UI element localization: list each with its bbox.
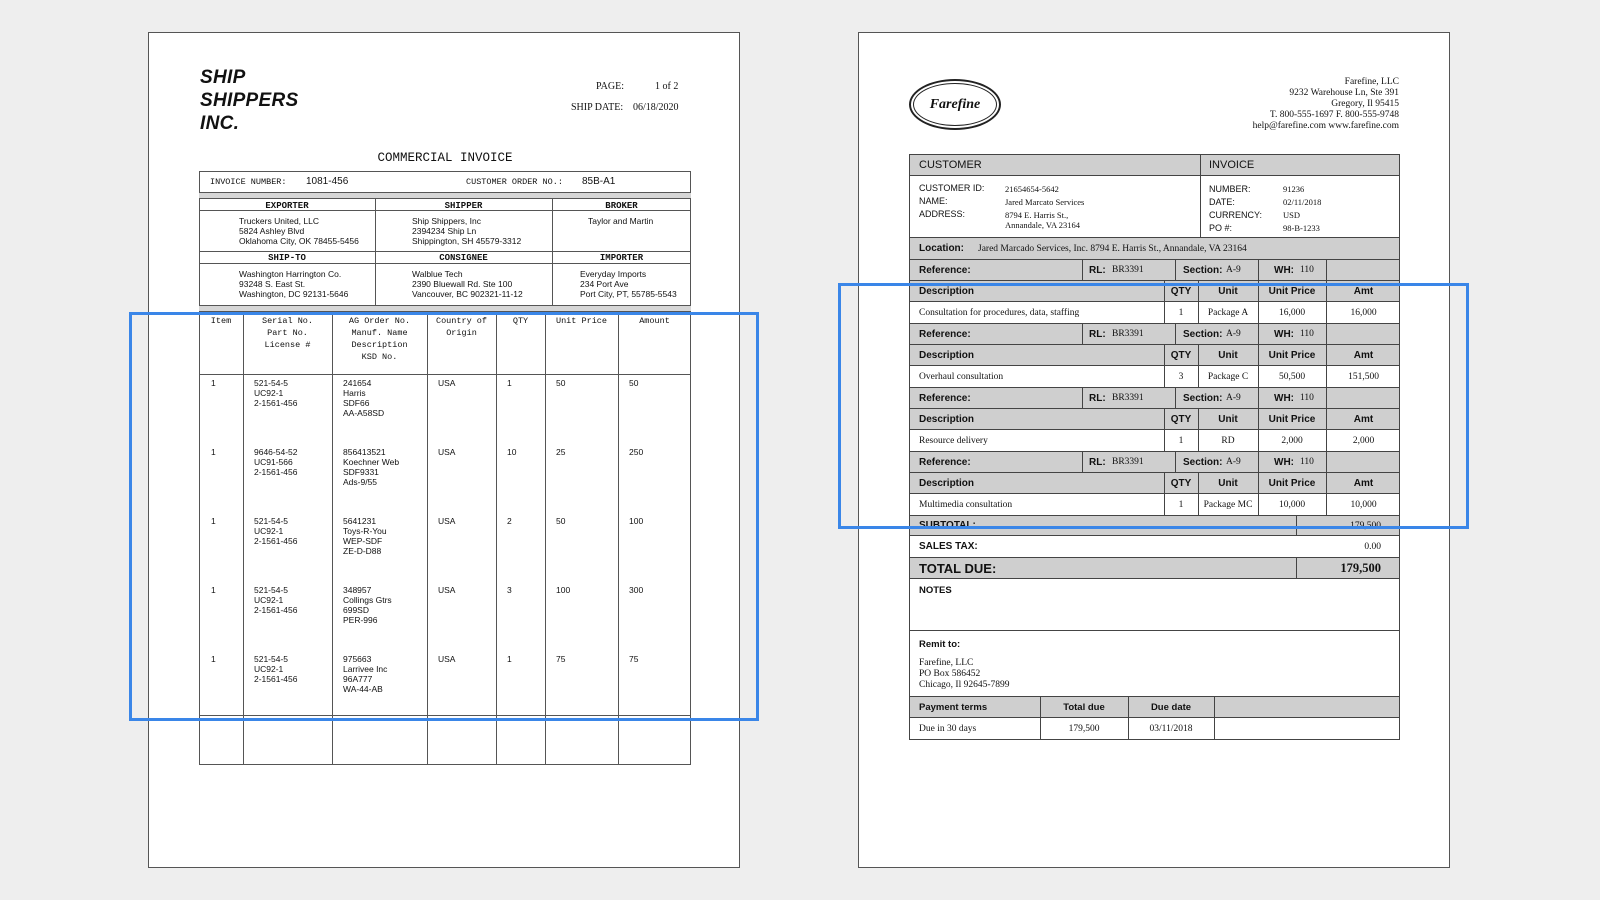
currency-value: USD — [1283, 210, 1301, 220]
cell-country: USA — [438, 585, 456, 595]
cell-order: 856413521 Koechner Web SDF9331 Ads-9/55 — [343, 447, 400, 487]
customer-heading: CUSTOMER — [919, 159, 982, 171]
description-header: Description — [919, 349, 975, 361]
cell-qty: 3 — [507, 585, 512, 595]
cell-order: 241654 Harris SDF66 AA-A58SD — [343, 378, 385, 418]
name-value: Jared Marcato Services — [1005, 197, 1085, 207]
subtotal-label: SUBTOTAL: — [919, 520, 976, 531]
cell-qty: 1 — [507, 378, 512, 388]
line-description: Resource delivery — [919, 435, 988, 446]
line-item-row — [909, 302, 1400, 324]
notes-box — [909, 579, 1400, 631]
section-label: Section: — [1183, 456, 1223, 468]
ship-to-heading: SHIP-TO — [268, 253, 306, 263]
invoice-number-value: 91236 — [1283, 184, 1305, 194]
cell-item: 1 — [211, 378, 216, 388]
reference-row — [909, 452, 1400, 473]
customer-id-label: CUSTOMER ID: — [919, 183, 985, 193]
line-item-row — [909, 430, 1400, 452]
logo-line-2: SHIPPERS — [200, 90, 299, 111]
rl-label: RL: — [1089, 456, 1106, 468]
cell-serial: 521-54-5 UC92-1 2-1561-456 — [254, 378, 298, 408]
company-name: Farefine, LLC — [1344, 77, 1399, 87]
invoice-number-value: 1081-456 — [306, 176, 349, 187]
unit-header: Unit — [1218, 285, 1238, 297]
company-contact: help@farefine.com www.farefine.com — [1252, 121, 1399, 131]
cell-unit-price: 100 — [556, 585, 571, 595]
farefine-logo — [909, 79, 1001, 130]
invoice-date-value: 02/11/2018 — [1283, 197, 1322, 207]
total-due-value: 179,500 — [1340, 560, 1381, 575]
cell-item: 1 — [211, 447, 216, 457]
company-street: 9232 Warehouse Ln, Ste 391 — [1289, 88, 1399, 98]
location-label: Location: — [919, 243, 964, 254]
unit-price-header: Unit Price — [1268, 349, 1316, 361]
reference-row — [909, 324, 1400, 345]
line-unit-price: 16,000 — [1278, 307, 1306, 318]
cell-country: USA — [438, 447, 456, 457]
wh-value: 110 — [1300, 329, 1314, 339]
amt-header: Amt — [1353, 349, 1374, 361]
col-header-item: Item — [210, 316, 232, 326]
line-qty: 3 — [1178, 371, 1184, 382]
company-phone: T. 800-555-1697 F. 800-555-9748 — [1269, 110, 1399, 120]
currency-label: CURRENCY: — [1209, 210, 1263, 220]
reference-label: Reference: — [919, 456, 971, 468]
cell-order: 5641231 Toys-R-You WEP-SDF ZE-D-D88 — [343, 516, 387, 556]
invoice-number-label: INVOICE NUMBER: — [210, 177, 287, 187]
due-date-header: Due date — [1150, 701, 1192, 713]
line-amt: 2,000 — [1352, 435, 1375, 446]
ship-to-address: Washington Harrington Co. 93248 S. East St. Washington, DC 92131-5646 — [239, 269, 349, 299]
cell-unit-price: 25 — [556, 447, 566, 457]
cell-qty: 10 — [507, 447, 517, 457]
cell-serial: 521-54-5 UC92-1 2-1561-456 — [254, 516, 298, 546]
qty-header: QTY — [1170, 349, 1192, 361]
cell-country: USA — [438, 378, 456, 388]
qty-header: QTY — [1170, 285, 1192, 297]
wh-label: WH: — [1274, 456, 1294, 468]
sales-tax-row — [909, 536, 1400, 558]
unit-price-header: Unit Price — [1268, 477, 1316, 489]
payment-values-row — [909, 718, 1400, 740]
rl-value: BR3391 — [1112, 329, 1144, 339]
payment-terms-value: Due in 30 days — [919, 723, 977, 734]
amt-header: Amt — [1353, 413, 1374, 425]
line-header-row — [909, 281, 1400, 302]
cell-order: 348957 Collings Gtrs 699SD PER-996 — [343, 585, 392, 625]
notes-label: NOTES — [919, 585, 952, 596]
customer-invoice-header — [909, 154, 1400, 176]
exporter-address: Truckers United, LLC 5824 Ashley Blvd Oklahoma City, OK 78455-5456 — [239, 216, 359, 246]
remit-line-1: Farefine, LLC — [919, 658, 974, 668]
unit-price-header: Unit Price — [1268, 285, 1316, 297]
line-unit-price: 50,500 — [1278, 371, 1306, 382]
wh-label: WH: — [1274, 264, 1294, 276]
unit-header: Unit — [1218, 413, 1238, 425]
cell-item: 1 — [211, 516, 216, 526]
rl-value: BR3391 — [1112, 457, 1144, 467]
customer-order-value: 85B-A1 — [582, 176, 616, 187]
total-due-row — [909, 558, 1400, 579]
invoice-title: COMMERCIAL INVOICE — [377, 151, 513, 165]
cell-qty: 1 — [507, 654, 512, 664]
col-header-amount: Amount — [639, 316, 670, 326]
ship-date-label: SHIP DATE: — [571, 102, 624, 113]
cell-unit-price: 75 — [556, 654, 566, 664]
broker-heading: BROKER — [605, 201, 638, 211]
customer-invoice-details — [909, 176, 1400, 238]
cell-amount: 250 — [629, 447, 644, 457]
remit-address — [919, 658, 1010, 691]
broker-name: Taylor and Martin — [588, 216, 654, 226]
wh-value: 110 — [1300, 457, 1314, 467]
total-due-label: TOTAL DUE: — [919, 560, 997, 576]
line-unit: RD — [1221, 435, 1235, 446]
rl-label: RL: — [1089, 264, 1106, 276]
line-description: Consultation for procedures, data, staffing — [919, 307, 1080, 318]
consignee-heading: CONSIGNEE — [439, 253, 488, 263]
rl-value: BR3391 — [1112, 393, 1144, 403]
invoice-number-bar — [199, 171, 691, 193]
ship-date-value: 06/18/2020 — [633, 102, 679, 113]
section-label: Section: — [1183, 264, 1223, 276]
exporter-heading: EXPORTER — [265, 201, 309, 211]
line-unit: Package A — [1207, 307, 1249, 318]
qty-header: QTY — [1170, 413, 1192, 425]
cell-qty: 2 — [507, 516, 512, 526]
wh-label: WH: — [1274, 392, 1294, 404]
section-label: Section: — [1183, 392, 1223, 404]
invoice-page-commercial — [148, 32, 740, 868]
cell-amount: 100 — [629, 516, 644, 526]
remit-line-3: Chicago, Il 92645-7899 — [919, 680, 1010, 690]
amt-header: Amt — [1353, 477, 1374, 489]
importer-address: Everyday Imports 234 Port Ave Port City, PT, 55785-5543 — [580, 269, 677, 299]
line-unit-price: 2,000 — [1281, 435, 1303, 446]
line-qty: 1 — [1178, 499, 1184, 510]
line-unit: Package C — [1207, 371, 1249, 382]
line-item-row — [909, 494, 1400, 516]
location-row — [909, 238, 1400, 260]
invoice-page-farefine — [858, 32, 1450, 868]
qty-header: QTY — [1170, 477, 1192, 489]
cell-order: 975663 Larrivee Inc 96A777 WA-44-AB — [343, 654, 388, 694]
payment-terms-header: Payment terms — [919, 701, 988, 713]
sales-tax-value: 0.00 — [1364, 541, 1381, 552]
address-value: 8794 E. Harris St., Annandale, VA 23164 — [1005, 210, 1081, 230]
address-label: ADDRESS: — [919, 209, 966, 219]
line-description: Overhaul consultation — [919, 371, 1004, 382]
cell-serial: 521-54-5 UC92-1 2-1561-456 — [254, 585, 298, 615]
line-amt: 10,000 — [1350, 499, 1377, 510]
line-qty: 1 — [1178, 435, 1184, 446]
rl-label: RL: — [1089, 392, 1106, 404]
wh-value: 110 — [1300, 393, 1314, 403]
importer-heading: IMPORTER — [599, 253, 644, 263]
logo-text: Farefine — [929, 97, 981, 112]
cell-serial: 521-54-5 UC92-1 2-1561-456 — [254, 654, 298, 684]
line-amt: 151,500 — [1348, 371, 1379, 382]
consignee-address: Walblue Tech 2390 Bluewall Rd. Ste 100 Vancouver, BC 902321-11-12 — [412, 269, 523, 299]
reference-row — [909, 388, 1400, 409]
customer-id-value: 21654654-5642 — [1005, 184, 1059, 194]
due-date-value: 03/11/2018 — [1149, 723, 1193, 734]
sales-tax-label: SALES TAX: — [919, 541, 978, 552]
invoice-heading: INVOICE — [1209, 159, 1255, 171]
cell-item: 1 — [211, 654, 216, 664]
invoice-number-label: NUMBER: — [1209, 184, 1251, 194]
invoice-date-label: DATE: — [1209, 197, 1235, 207]
line-unit-price: 10,000 — [1278, 499, 1306, 510]
line-item-row — [909, 366, 1400, 388]
wh-label: WH: — [1274, 328, 1294, 340]
cell-serial: 9646-54-52 UC91-566 2-1561-456 — [254, 447, 298, 477]
unit-price-header: Unit Price — [1268, 413, 1316, 425]
col-header-unit-price: Unit Price — [555, 316, 607, 326]
location-value: Jared Marcado Services, Inc. 8794 E. Harris St., Annandale, VA 23164 — [978, 243, 1247, 254]
wh-value: 110 — [1300, 265, 1314, 275]
line-qty: 1 — [1178, 307, 1184, 318]
cell-unit-price: 50 — [556, 516, 566, 526]
name-label: NAME: — [919, 196, 948, 206]
line-header-row — [909, 409, 1400, 430]
section-value: A-9 — [1226, 457, 1241, 467]
line-unit: Package MC — [1203, 499, 1253, 510]
payment-header-row — [909, 697, 1400, 718]
reference-label: Reference: — [919, 392, 971, 404]
line-header-row — [909, 473, 1400, 494]
customer-order-label: CUSTOMER ORDER NO.: — [466, 177, 563, 187]
shipper-heading: SHIPPER — [444, 201, 483, 211]
rl-value: BR3391 — [1112, 265, 1144, 275]
remit-line-2: PO Box 586452 — [919, 669, 981, 679]
rl-label: RL: — [1089, 328, 1106, 340]
subtotal-row — [909, 516, 1400, 536]
remit-label: Remit to: — [919, 639, 961, 650]
col-header-country: Country of Origin — [435, 316, 487, 338]
subtotal-value: 179,500 — [1350, 520, 1381, 531]
reference-label: Reference: — [919, 264, 971, 276]
cell-country: USA — [438, 654, 456, 664]
col-header-qty: QTY — [512, 316, 529, 326]
section-value: A-9 — [1226, 393, 1241, 403]
page-value: 1 of 2 — [655, 81, 679, 92]
total-due-header: Total due — [1063, 701, 1105, 713]
po-label: PO #: — [1209, 223, 1233, 233]
section-label: Section: — [1183, 328, 1223, 340]
amt-header: Amt — [1353, 285, 1374, 297]
section-value: A-9 — [1226, 329, 1241, 339]
col-header-serial: Serial No. Part No. License # — [261, 316, 313, 350]
company-city: Gregory, Il 95415 — [1331, 99, 1399, 109]
cell-amount: 50 — [629, 378, 639, 388]
description-header: Description — [919, 285, 975, 297]
company-info — [1253, 77, 1399, 132]
cell-item: 1 — [211, 585, 216, 595]
total-due-payment-value: 179,500 — [1068, 723, 1100, 734]
unit-header: Unit — [1218, 349, 1238, 361]
logo-line-3: INC. — [200, 113, 240, 134]
cell-unit-price: 50 — [556, 378, 566, 388]
description-header: Description — [919, 413, 975, 425]
remit-box — [909, 631, 1400, 697]
reference-label: Reference: — [919, 328, 971, 340]
cell-country: USA — [438, 516, 456, 526]
unit-header: Unit — [1218, 477, 1238, 489]
line-header-row — [909, 345, 1400, 366]
reference-row — [909, 260, 1400, 281]
description-header: Description — [919, 477, 975, 489]
page-label: PAGE: — [596, 81, 624, 92]
shipper-address: Ship Shippers, Inc 2394234 Ship Ln Shippington, SH 45579-3312 — [412, 216, 522, 246]
col-header-order: AG Order No. Manuf. Name Description KSD No. — [348, 316, 411, 362]
cell-amount: 300 — [629, 585, 644, 595]
section-value: A-9 — [1226, 265, 1241, 275]
line-amt: 16,000 — [1350, 307, 1377, 318]
logo-line-1: SHIP — [200, 67, 246, 88]
cell-amount: 75 — [629, 654, 639, 664]
po-value: 98-B-1233 — [1283, 223, 1320, 233]
line-description: Multimedia consultation — [919, 499, 1013, 510]
